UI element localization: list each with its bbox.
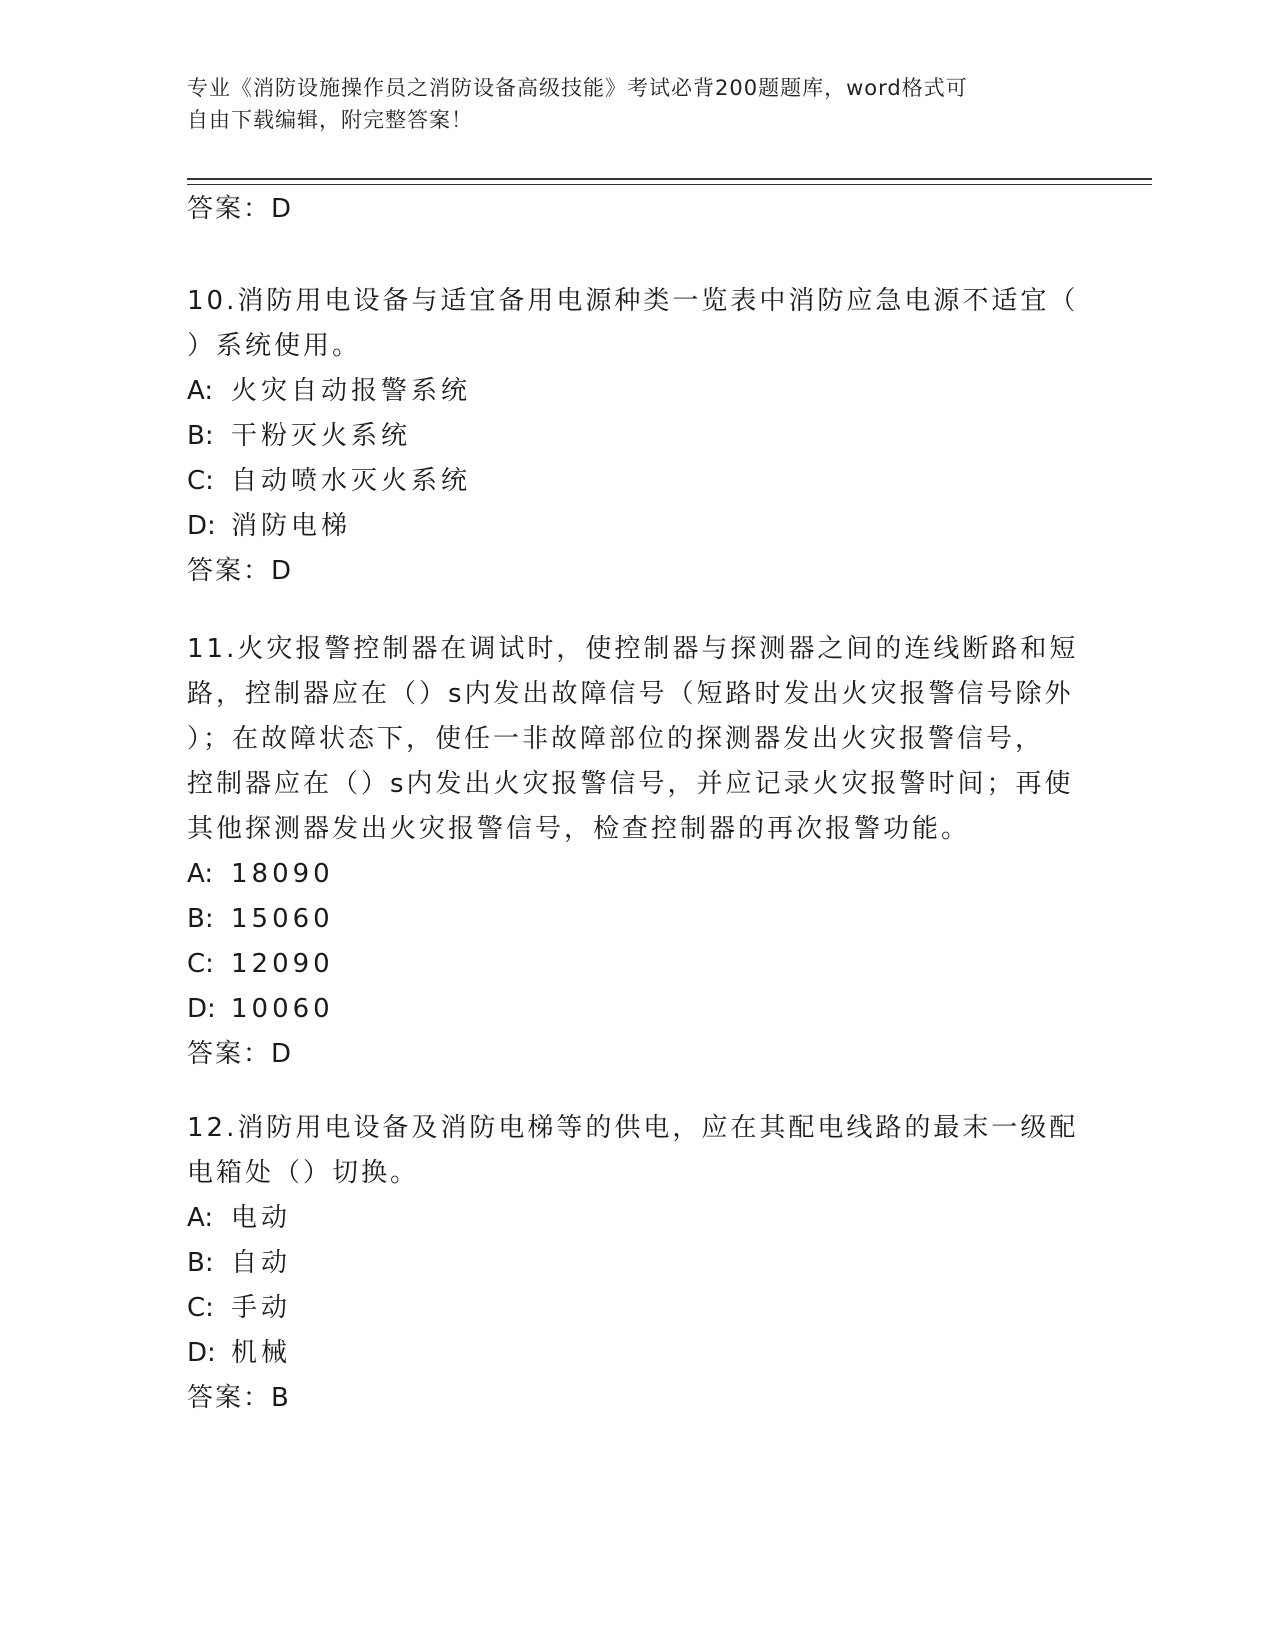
question-text-line: 11.火灾报警控制器在调试时，使控制器与探测器之间的连线断路和短 (187, 634, 1079, 664)
option-letter: B: (187, 421, 214, 451)
option-d (187, 987, 1078, 1032)
document-header (187, 72, 1067, 136)
header-divider-thin (187, 184, 1152, 185)
option-a (187, 852, 1078, 897)
option-letter: D: (187, 994, 216, 1024)
option-text: 自动喷水灭火系统 (231, 466, 472, 496)
option-c (187, 942, 1078, 987)
option-letter: C: (187, 949, 214, 979)
option-b (187, 1241, 1078, 1286)
option-a (187, 1196, 1078, 1241)
answer-line: 答案：D (187, 1039, 294, 1069)
header-line-1: 专业《消防设施操作员之消防设备高级技能》考试必背200题题库，word格式可 (187, 76, 968, 100)
question-text-line: ）系统使用。 (187, 331, 362, 361)
option-c (187, 459, 1078, 504)
option-letter: C: (187, 1293, 214, 1323)
answer-line: 答案：D (187, 556, 294, 586)
answer-line: 答案：B (187, 1383, 291, 1413)
option-text: 电动 (231, 1203, 292, 1233)
question-text-line: ）；在故障状态下，使任一非故障部位的探测器发出火灾报警信号， (187, 724, 1045, 754)
option-letter: C: (187, 466, 214, 496)
option-text: 干粉灭火系统 (231, 421, 412, 451)
question-text-line: 12.消防用电设备及消防电梯等的供电，应在其配电线路的最末一级配 (187, 1113, 1079, 1143)
question-11 (187, 627, 1078, 1077)
question-12 (187, 1106, 1078, 1421)
option-letter: A: (187, 1203, 214, 1233)
option-text: 手动 (231, 1293, 292, 1323)
option-a (187, 369, 1078, 414)
question-text-line: 其他探测器发出火灾报警信号，检查控制器的再次报警功能。 (187, 814, 971, 844)
option-text: 10060 (231, 994, 334, 1024)
option-letter: D: (187, 1338, 216, 1368)
option-letter: D: (187, 511, 216, 541)
option-d (187, 504, 1078, 549)
question-text-line: 10.消防用电设备与适宜备用电源种类一览表中消防应急电源不适宜（ (187, 286, 1079, 316)
option-text: 12090 (231, 949, 334, 979)
option-text: 火灾自动报警系统 (231, 376, 472, 406)
option-text: 18090 (231, 859, 334, 889)
option-d (187, 1331, 1078, 1376)
option-b (187, 414, 1078, 459)
question-text-line: 路，控制器应在（）s内发出故障信号（短路时发出火灾报警信号除外 (187, 679, 1074, 709)
option-letter: A: (187, 376, 214, 406)
question-text-line: 电箱处（）切换。 (187, 1158, 420, 1188)
option-letter: A: (187, 859, 214, 889)
option-text: 消防电梯 (231, 511, 352, 541)
answer-line: 答案：D (187, 194, 294, 224)
option-text: 自动 (231, 1248, 292, 1278)
option-c (187, 1286, 1078, 1331)
header-divider-thick (187, 178, 1152, 180)
option-text: 机械 (231, 1338, 292, 1368)
option-text: 15060 (231, 904, 334, 934)
header-line-2: 自由下载编辑，附完整答案！ (187, 108, 473, 132)
option-letter: B: (187, 1248, 214, 1278)
option-b (187, 897, 1078, 942)
option-letter: B: (187, 904, 214, 934)
question-text-line: 控制器应在（）s内发出火灾报警信号，并应记录火灾报警时间；再使 (187, 769, 1074, 799)
question-10 (187, 279, 1078, 594)
